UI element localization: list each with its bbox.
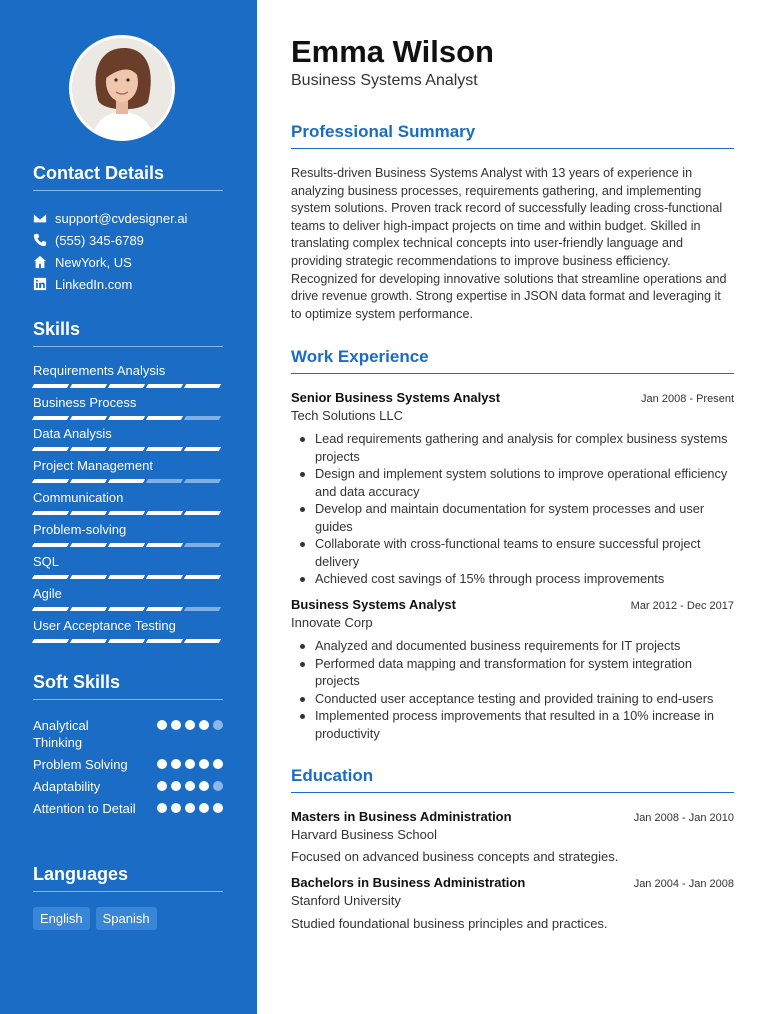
- level-segment-filled: [108, 639, 145, 643]
- list-item: Design and implement system solutions to improve operational efficiency and data accuracy: [291, 465, 734, 500]
- skill-level-bar: [33, 511, 223, 515]
- level-segment-filled: [213, 803, 223, 813]
- education-dates: Jan 2008 - Jan 2010: [633, 812, 734, 824]
- soft-skill-rating: [157, 778, 223, 795]
- job-bullets: [291, 637, 734, 742]
- level-segment-filled: [157, 720, 167, 730]
- level-segment-filled: [108, 575, 145, 579]
- contact-location-text: NewYork, US: [55, 254, 132, 270]
- list-item: Develop and maintain documentation for system processes and user guides: [291, 500, 734, 535]
- education-degree: Bachelors in Business Administration: [291, 875, 526, 890]
- contact-phone-text: (555) 345-6789: [55, 232, 144, 248]
- level-segment-filled: [185, 803, 195, 813]
- level-segment-filled: [213, 759, 223, 769]
- soft-skill-rating: [157, 800, 223, 817]
- phone-icon: [33, 233, 47, 247]
- level-segment-filled: [70, 384, 107, 388]
- list-item: Analyzed and documented business requirements for IT projects: [291, 637, 734, 655]
- skill-name: Data Analysis: [33, 426, 112, 441]
- skill-level-bar: [33, 447, 223, 451]
- level-segment-empty: [184, 416, 221, 420]
- profile-photo: [69, 35, 175, 141]
- contact-linkedin[interactable]: [33, 275, 132, 293]
- level-segment-filled: [70, 639, 107, 643]
- level-segment-filled: [32, 511, 69, 515]
- education-dates: Jan 2004 - Jan 2008: [633, 878, 734, 890]
- job-company: Tech Solutions LLC: [291, 408, 404, 423]
- linkedin-icon: [33, 277, 47, 291]
- soft-skill-rating: [157, 717, 223, 751]
- education-school: Stanford University: [291, 893, 401, 908]
- list-item: Performed data mapping and transformation for system integration projects: [291, 655, 734, 690]
- language-pill: English: [33, 907, 90, 930]
- level-segment-filled: [199, 781, 209, 791]
- soft-skill-name: Problem Solving: [33, 757, 128, 772]
- level-segment-filled: [146, 416, 183, 420]
- level-segment-filled: [32, 639, 69, 643]
- soft-skill-name: Adaptability: [33, 779, 101, 794]
- level-segment-filled: [146, 511, 183, 515]
- education-heading: Education: [291, 766, 734, 793]
- home-icon: [33, 255, 47, 269]
- level-segment-filled: [32, 384, 69, 388]
- languages-list: [33, 907, 157, 930]
- level-segment-filled: [184, 575, 221, 579]
- skill-level-bar: [33, 416, 223, 420]
- level-segment-empty: [184, 479, 221, 483]
- level-segment-filled: [32, 543, 69, 547]
- level-segment-empty: [213, 781, 223, 791]
- list-item: Conducted user acceptance testing and provided training to end-users: [291, 690, 734, 708]
- skill-item: [33, 394, 223, 420]
- list-item: Lead requirements gathering and analysis for complex business systems projects: [291, 430, 734, 465]
- skill-level-bar: [33, 479, 223, 483]
- level-segment-filled: [32, 416, 69, 420]
- contact-location: [33, 253, 132, 271]
- envelope-icon: [33, 211, 47, 225]
- education-header: [291, 875, 734, 890]
- skill-name: SQL: [33, 554, 60, 569]
- job-role: Senior Business Systems Analyst: [291, 390, 501, 405]
- job-dates: Mar 2012 - Dec 2017: [630, 600, 734, 612]
- level-segment-filled: [146, 607, 183, 611]
- job-header: [291, 390, 734, 405]
- skill-item: [33, 425, 223, 451]
- level-segment-filled: [32, 447, 69, 451]
- skill-name: Problem-solving: [33, 522, 127, 537]
- education-school: Harvard Business School: [291, 827, 437, 842]
- education-header: [291, 809, 734, 824]
- level-segment-filled: [146, 543, 183, 547]
- job-company: Innovate Corp: [291, 615, 373, 630]
- skill-level-bar: [33, 607, 223, 611]
- contact-email[interactable]: [33, 209, 187, 227]
- candidate-title: Business Systems Analyst: [291, 72, 478, 89]
- education-description: Studied foundational business principles and practices.: [291, 916, 608, 931]
- level-segment-filled: [108, 384, 145, 388]
- level-segment-filled: [32, 607, 69, 611]
- level-segment-filled: [70, 575, 107, 579]
- level-segment-filled: [146, 575, 183, 579]
- skill-item: [33, 489, 223, 515]
- level-segment-filled: [70, 543, 107, 547]
- list-item: Achieved cost savings of 15% through process improvements: [291, 570, 734, 588]
- level-segment-empty: [184, 543, 221, 547]
- skill-item: [33, 617, 223, 643]
- soft-skill-rating: [157, 756, 223, 773]
- job-header: [291, 597, 734, 612]
- contact-phone[interactable]: [33, 231, 144, 249]
- level-segment-filled: [199, 803, 209, 813]
- level-segment-filled: [185, 720, 195, 730]
- level-segment-filled: [171, 781, 181, 791]
- skill-item: [33, 457, 223, 483]
- experience-heading: Work Experience: [291, 347, 734, 374]
- level-segment-filled: [108, 416, 145, 420]
- level-segment-filled: [32, 575, 69, 579]
- job-bullets: [291, 430, 734, 588]
- skill-item: [33, 585, 223, 611]
- language-pill: Spanish: [96, 907, 157, 930]
- level-segment-filled: [70, 447, 107, 451]
- soft-skill-item: [33, 756, 223, 773]
- level-segment-filled: [199, 720, 209, 730]
- level-segment-filled: [171, 759, 181, 769]
- skill-name: Requirements Analysis: [33, 363, 166, 378]
- level-segment-filled: [70, 511, 107, 515]
- skill-name: Business Process: [33, 395, 137, 410]
- level-segment-filled: [146, 384, 183, 388]
- soft-skill-name: Analytical Thinking: [33, 718, 89, 750]
- education-degree: Masters in Business Administration: [291, 809, 512, 824]
- level-segment-filled: [184, 511, 221, 515]
- level-segment-filled: [185, 781, 195, 791]
- level-segment-filled: [108, 543, 145, 547]
- soft-skills-heading: Soft Skills: [33, 672, 223, 700]
- level-segment-filled: [184, 639, 221, 643]
- level-segment-filled: [70, 479, 107, 483]
- summary-text: Results-driven Business Systems Analyst with 13 years of experience in analyzing business processes, requirements gathering, and implementing system solutions. Proven track record of successfully leading cross-functional teams to deliver high-impact projects on time and within budget. Skilled in translating complex technical concepts into user-friendly language and providing strategic recommendations to improve business efficiency. Recognized for developing innovative solutions that streamline operations and drive revenue growth. Strong expertise in JSON data format and leveraging it to optimize system performance.: [291, 166, 727, 321]
- job-dates: Jan 2008 - Present: [641, 393, 734, 405]
- level-segment-filled: [146, 447, 183, 451]
- soft-skill-name: Attention to Detail: [33, 801, 136, 816]
- level-segment-filled: [108, 479, 145, 483]
- soft-skill-item: [33, 717, 223, 751]
- candidate-name: Emma Wilson: [291, 34, 494, 69]
- level-segment-filled: [146, 639, 183, 643]
- level-segment-filled: [199, 759, 209, 769]
- level-segment-empty: [213, 720, 223, 730]
- contact-heading: Contact Details: [33, 163, 223, 191]
- level-segment-filled: [32, 479, 69, 483]
- soft-skill-item: [33, 778, 223, 795]
- skill-item: [33, 521, 223, 547]
- skill-level-bar: [33, 575, 223, 579]
- skill-name: Agile: [33, 586, 62, 601]
- level-segment-filled: [108, 607, 145, 611]
- level-segment-filled: [185, 759, 195, 769]
- level-segment-filled: [70, 416, 107, 420]
- skill-level-bar: [33, 543, 223, 547]
- level-segment-filled: [171, 803, 181, 813]
- portrait-image: [72, 38, 172, 138]
- level-segment-filled: [184, 447, 221, 451]
- skill-name: Project Management: [33, 458, 153, 473]
- list-item: Implemented process improvements that resulted in a 10% increase in productivity: [291, 707, 734, 742]
- level-segment-filled: [70, 607, 107, 611]
- level-segment-filled: [157, 759, 167, 769]
- skill-item: [33, 362, 223, 388]
- languages-heading: Languages: [33, 864, 223, 892]
- level-segment-filled: [171, 720, 181, 730]
- level-segment-filled: [108, 511, 145, 515]
- sidebar: [0, 0, 257, 1014]
- job-role: Business Systems Analyst: [291, 597, 456, 612]
- skill-item: [33, 553, 223, 579]
- level-segment-filled: [157, 803, 167, 813]
- skill-name: Communication: [33, 490, 124, 505]
- education-description: Focused on advanced business concepts and strategies.: [291, 849, 619, 864]
- summary-heading: Professional Summary: [291, 122, 734, 149]
- contact-linkedin-text: LinkedIn.com: [55, 276, 133, 292]
- list-item: Collaborate with cross-functional teams to ensure successful project delivery: [291, 535, 734, 570]
- level-segment-filled: [108, 447, 145, 451]
- skills-heading: Skills: [33, 319, 223, 347]
- level-segment-empty: [146, 479, 183, 483]
- level-segment-filled: [184, 384, 221, 388]
- skill-level-bar: [33, 639, 223, 643]
- contact-email-text: support@cvdesigner.ai: [55, 210, 188, 226]
- skill-level-bar: [33, 384, 223, 388]
- level-segment-empty: [184, 607, 221, 611]
- skill-name: User Acceptance Testing: [33, 618, 176, 633]
- level-segment-filled: [157, 781, 167, 791]
- soft-skill-item: [33, 800, 223, 817]
